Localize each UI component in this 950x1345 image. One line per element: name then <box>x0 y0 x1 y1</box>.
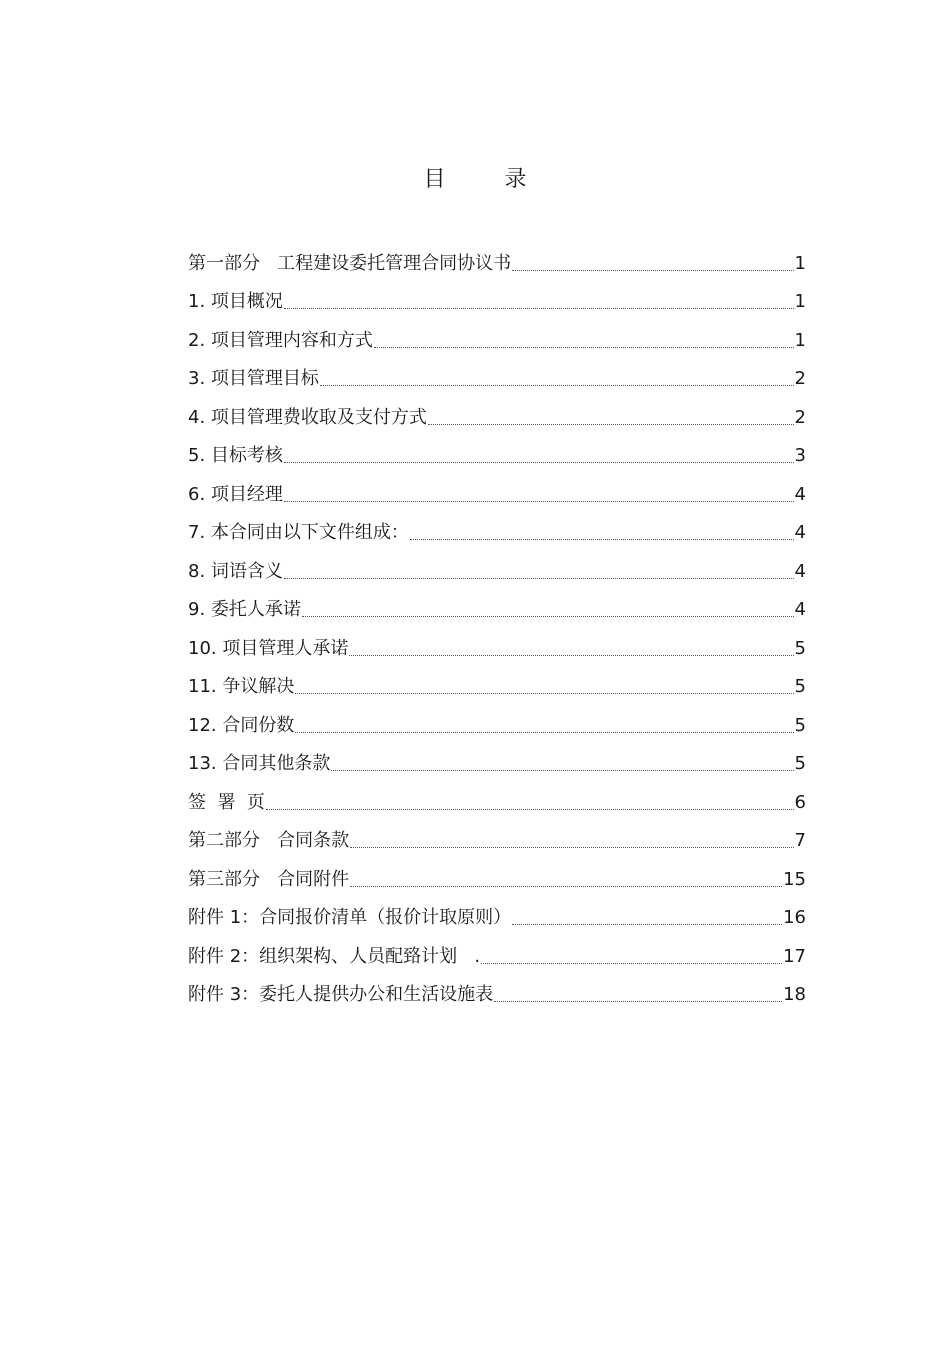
dot-leader <box>284 577 794 579</box>
dot-leader <box>320 384 794 386</box>
toc-entry-page: 18 <box>783 984 806 1005</box>
toc-entry[interactable] <box>188 544 806 583</box>
dot-leader <box>295 731 793 733</box>
toc-entry[interactable] <box>188 891 806 930</box>
toc-entry-label: 第三部分 合同附件 <box>188 868 350 890</box>
toc-entry-label: 签 署 页 <box>188 791 265 813</box>
toc-entry-label: 13. 合同其他条款 <box>188 753 331 774</box>
toc-entry-page: 15 <box>783 868 806 890</box>
toc-entry-page: 17 <box>783 945 806 967</box>
toc-entry-page: 5 <box>794 714 806 736</box>
toc-entry[interactable] <box>188 313 806 352</box>
dot-leader <box>284 461 794 463</box>
toc-entry[interactable] <box>188 621 806 660</box>
toc-entry-label: 7. 本合同由以下文件组成： <box>188 522 409 543</box>
dot-leader <box>266 808 794 810</box>
dot-leader <box>350 846 793 848</box>
toc-entry[interactable] <box>188 390 806 429</box>
toc-entry[interactable] <box>188 698 806 737</box>
toc-entry-label: 8. 词语含义 <box>188 560 283 582</box>
toc-entry-page: 6 <box>794 791 806 813</box>
toc-entry[interactable] <box>188 775 806 814</box>
toc-entry-page: 3 <box>794 445 806 466</box>
toc-entry[interactable] <box>188 660 806 699</box>
toc-entry-page: 5 <box>794 637 806 659</box>
toc-entry-label: 9. 委托人承诺 <box>188 599 301 620</box>
toc-entry-page: 16 <box>783 907 806 928</box>
toc-entry[interactable] <box>188 929 806 968</box>
toc-entry-label: 4. 项目管理费收取及支付方式 <box>188 406 427 428</box>
toc-entry-page: 1 <box>794 329 806 351</box>
toc-list <box>188 236 806 1006</box>
toc-entry[interactable] <box>188 275 806 314</box>
toc-entry[interactable] <box>188 352 806 391</box>
dot-leader <box>349 654 793 656</box>
toc-entry-label: 附件 3：委托人提供办公和生活设施表 <box>188 984 494 1005</box>
toc-entry-label: 附件 1：合同报价清单（报价计取原则） <box>188 907 512 928</box>
toc-entry-page: 2 <box>794 406 806 428</box>
toc-entry-page: 1 <box>794 291 806 312</box>
dot-leader <box>331 769 793 771</box>
toc-entry-page: 4 <box>794 560 806 582</box>
toc-entry-label: 6. 项目经理 <box>188 483 283 505</box>
dot-leader <box>512 269 793 271</box>
toc-entry-label: 10. 项目管理人承诺 <box>188 637 349 659</box>
toc-entry[interactable] <box>188 814 806 853</box>
toc-entry[interactable] <box>188 852 806 891</box>
toc-entry[interactable] <box>188 968 806 1007</box>
toc-entry-label: 2. 项目管理内容和方式 <box>188 329 373 351</box>
dot-leader <box>481 962 782 964</box>
toc-entry[interactable] <box>188 583 806 622</box>
toc-entry[interactable] <box>188 429 806 468</box>
toc-entry[interactable] <box>188 506 806 545</box>
toc-entry-label: 第二部分 合同条款 <box>188 830 350 851</box>
toc-entry-label: 5. 目标考核 <box>188 445 283 466</box>
toc-title: 目 录 <box>423 167 553 192</box>
toc-entry-label: 第一部分 工程建设委托管理合同协议书 <box>188 252 512 274</box>
toc-entry-page: 2 <box>794 368 806 389</box>
dot-leader <box>410 538 794 540</box>
toc-entry-page: 5 <box>794 753 806 774</box>
toc-entry[interactable] <box>188 236 806 275</box>
dot-leader <box>302 615 794 617</box>
toc-entry-label: 12. 合同份数 <box>188 714 295 736</box>
dot-leader <box>512 923 782 925</box>
toc-entry-label: 附件 2：组织架构、人员配臵计划 . <box>188 945 481 967</box>
toc-entry-page: 4 <box>794 483 806 505</box>
toc-entry-page: 1 <box>794 252 806 274</box>
toc-entry-page: 7 <box>794 830 806 851</box>
toc-entry[interactable] <box>188 737 806 776</box>
toc-entry-page: 5 <box>794 676 806 697</box>
dot-leader <box>295 692 793 694</box>
dot-leader <box>284 500 794 502</box>
toc-entry[interactable] <box>188 467 806 506</box>
dot-leader <box>284 307 794 309</box>
toc-entry-page: 4 <box>794 522 806 543</box>
dot-leader <box>350 885 782 887</box>
toc-entry-label: 1. 项目概况 <box>188 291 283 312</box>
toc-entry-page: 4 <box>794 599 806 620</box>
dot-leader <box>494 1000 782 1002</box>
dot-leader <box>428 423 794 425</box>
dot-leader <box>374 346 794 348</box>
toc-entry-label: 11. 争议解决 <box>188 676 295 697</box>
toc-entry-label: 3. 项目管理目标 <box>188 368 319 389</box>
